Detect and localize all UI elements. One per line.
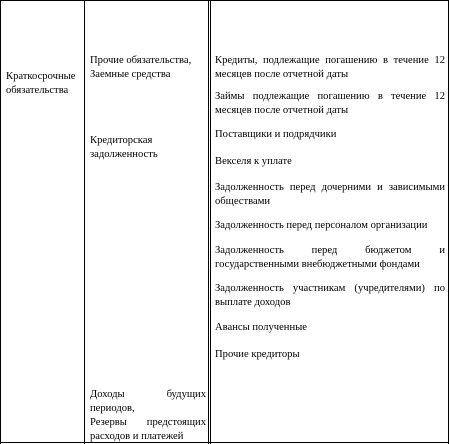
table-border-right [448, 1, 449, 444]
list-item: Задолженность участникам (учредителями) по выплате доходов [215, 283, 445, 308]
group-label-periods: периодов, [90, 403, 135, 414]
list-item: Поставщики и подрядчики [215, 129, 337, 140]
column-divider-2b [210, 1, 211, 444]
list-item: Задолженность перед персоналом организации [215, 220, 428, 231]
group-label-borrowed-funds: Заемные средства [90, 69, 171, 80]
list-item: Авансы полученные [215, 322, 307, 333]
group-label-payables-2: задолженность [90, 149, 158, 160]
list-item: Задолженность перед бюджетом и государственными внебюджетными фондами [215, 245, 445, 270]
group-label-payables-1: Кредиторская [90, 135, 153, 146]
list-item: Векселя к уплате [215, 156, 292, 167]
group-label-deferred-income: Доходы будущих [90, 389, 206, 400]
column-divider-2 [208, 1, 209, 444]
group-label-reserves: Резервы предстоящих [90, 417, 206, 428]
group-label-expenses: расходов и платежей [90, 431, 184, 442]
group-label-other-liabilities: Прочие обязательства, [90, 55, 192, 66]
list-item: Кредиты, подлежащие погашению в течение 12 месяцев после отчетной даты [215, 55, 445, 80]
column-divider-1 [84, 1, 85, 444]
list-item: Прочие кредиторы [215, 349, 300, 360]
table-border-left [0, 1, 1, 444]
list-item: Задолженность перед дочерними и зависимыми обществами [215, 182, 445, 207]
list-item: Займы подлежащие погашению в течение 12 месяцев после отчетной даты [215, 91, 445, 116]
category-cell: Краткосрочные обязательства [6, 71, 76, 96]
